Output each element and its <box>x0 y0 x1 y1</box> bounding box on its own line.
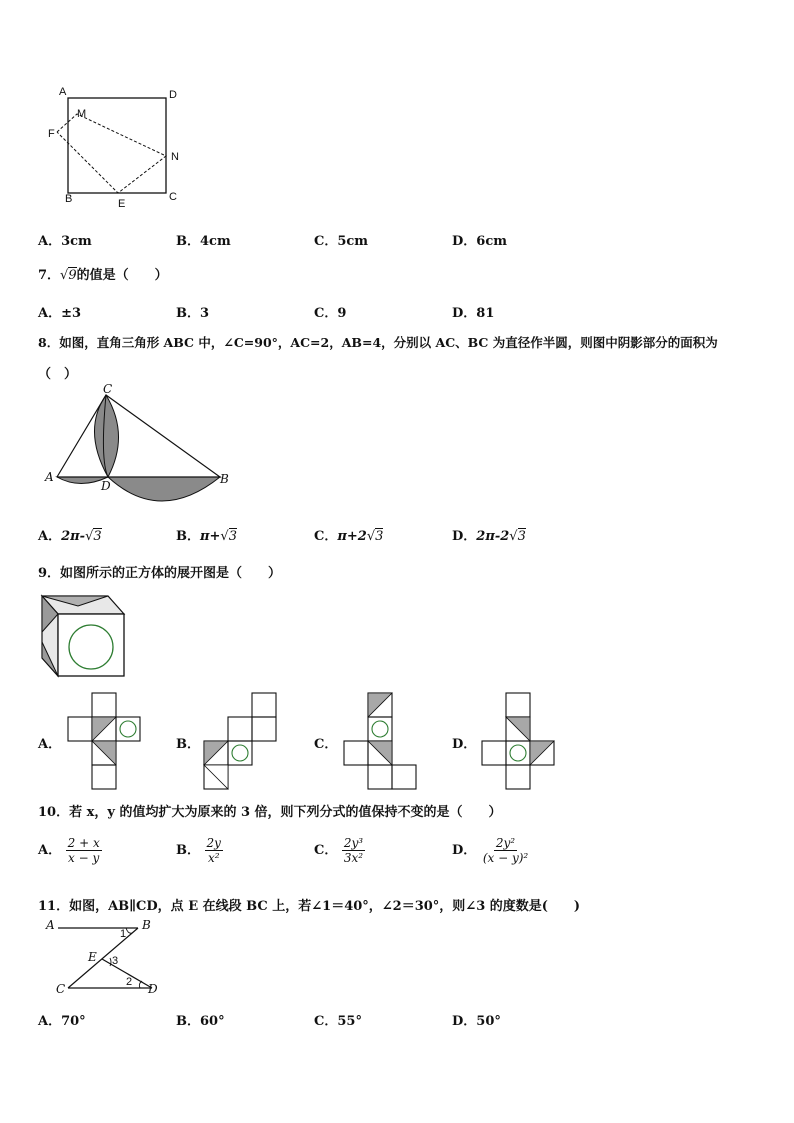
q10-option-c-den: 3x² <box>343 851 364 865</box>
q9-option-d-label[interactable]: D． <box>452 737 477 752</box>
q6-label-e: E <box>118 198 126 210</box>
q6-label-m: M <box>77 108 87 120</box>
q6-option-d[interactable]: D．6cm <box>452 234 507 249</box>
q10-option-a-num: 2 + x <box>67 836 100 850</box>
q8-figure <box>40 382 240 510</box>
q11-label-b: B <box>142 918 151 932</box>
q10-option-b-num: 2y <box>206 836 221 850</box>
q9-option-b-label[interactable]: B． <box>176 737 200 752</box>
q10-option-c-letter: C． <box>314 843 338 858</box>
q7-radicand: 9 <box>68 268 77 283</box>
q9-option-a-diagram <box>66 691 142 791</box>
q10-option-a-letter: A． <box>38 843 62 858</box>
q8-option-b-sqrt-symbol: √ <box>220 529 229 544</box>
q8-option-d-radicand: 3 <box>517 529 526 544</box>
q10-option-a[interactable] <box>38 836 102 865</box>
q9-cube-figure <box>38 592 128 682</box>
q10-option-c[interactable] <box>314 836 365 865</box>
q6-label-f: F <box>48 128 55 140</box>
q11-angle-2: 2 <box>126 976 133 988</box>
q11-label-a: A <box>46 918 55 932</box>
q10-option-a-fraction <box>66 836 102 865</box>
q8-option-a-term: 2π- <box>61 529 86 544</box>
q8-option-b-term: π+ <box>200 529 221 544</box>
q7-option-c[interactable]: C．9 <box>314 306 347 321</box>
q9-option-c-diagram <box>342 691 418 791</box>
q6-label-a: A <box>59 86 67 98</box>
q8-label-a: A <box>45 470 54 484</box>
q11-angle-1: 1 <box>120 928 127 940</box>
q11-figure <box>40 918 170 998</box>
q9-option-d-net[interactable] <box>480 691 556 795</box>
q10-option-c-fraction <box>342 836 365 865</box>
q10-option-a-den: x − y <box>68 851 100 865</box>
q10-question: 10．若 x，y 的值均扩大为原来的 3 倍，则下列分式的值保持不变的是（ ） <box>38 805 502 820</box>
q6-figure <box>40 85 190 215</box>
q8-option-d-sqrt-symbol: √ <box>509 529 518 544</box>
q8-option-d[interactable] <box>452 525 526 544</box>
q11-label-e: E <box>88 950 97 964</box>
q9-option-b-diagram <box>202 691 278 791</box>
q6-option-c[interactable]: C．5cm <box>314 234 369 249</box>
q7-question <box>38 264 168 283</box>
q10-option-b-letter: B． <box>176 843 200 858</box>
q8-option-c-radicand: 3 <box>375 529 384 544</box>
q11-option-b[interactable]: B．60° <box>176 1014 225 1029</box>
q8-option-b-letter: B． <box>176 529 200 544</box>
q8-option-c[interactable] <box>314 525 383 544</box>
q10-option-d[interactable] <box>452 836 530 865</box>
q6-label-b: B <box>65 193 73 205</box>
q10-option-d-num: 2y² <box>495 836 516 850</box>
q9-option-c-net[interactable] <box>342 691 418 795</box>
q9-question: 9．如图所示的正方体的展开图是（ ） <box>38 566 282 581</box>
q8-option-d-letter: D． <box>452 529 477 544</box>
q7-number: 7． <box>38 268 61 283</box>
q10-option-c-num: 2y³ <box>343 836 364 850</box>
q7-sqrt-symbol: √ <box>60 268 69 283</box>
q6-diagram <box>40 85 190 215</box>
q8-option-a[interactable] <box>38 525 102 544</box>
q10-option-d-fraction <box>481 836 530 865</box>
q8-option-c-letter: C． <box>314 529 338 544</box>
q8-question: 8．如图，直角三角形 ABC 中，∠C=90°，AC=2，AB=4，分别以 AC、BC 为直径作半圆，则图中阴影部分的面积为 <box>38 335 718 350</box>
q8-option-a-sqrt-symbol: √ <box>85 529 94 544</box>
q8-question-cont: （ ） <box>38 367 78 382</box>
q8-option-d-term: 2π-2 <box>476 529 510 544</box>
q8-label-b: B <box>220 472 229 486</box>
q11-option-c[interactable]: C．55° <box>314 1014 362 1029</box>
q7-stem-suffix: 的值是（ ） <box>76 268 168 283</box>
q6-label-d: D <box>169 89 177 101</box>
q8-option-b[interactable] <box>176 525 237 544</box>
q11-option-d[interactable]: D．50° <box>452 1014 501 1029</box>
q10-option-d-letter: D． <box>452 843 477 858</box>
q7-option-d[interactable]: D．81 <box>452 306 495 321</box>
q8-label-d: D <box>101 479 111 493</box>
q10-option-b[interactable] <box>176 836 223 865</box>
q10-option-b-den: x² <box>207 851 220 865</box>
q8-label-c: C <box>103 382 113 396</box>
q8-option-a-letter: A． <box>38 529 62 544</box>
q9-option-b-net[interactable] <box>202 691 278 795</box>
q11-option-a[interactable]: A．70° <box>38 1014 86 1029</box>
q7-option-b[interactable]: B．3 <box>176 306 210 321</box>
q9-option-a-label[interactable]: A． <box>38 737 62 752</box>
q6-option-b[interactable]: B．4cm <box>176 234 231 249</box>
q8-option-c-term: π+2 <box>337 529 367 544</box>
q7-option-a[interactable]: A．±3 <box>38 306 82 321</box>
q11-question: 11．如图，AB∥CD，点 E 在线段 BC 上，若∠1＝40°，∠2＝30°，则∠3 的度数是( ) <box>38 899 581 914</box>
q6-label-c: C <box>169 191 177 203</box>
q11-label-d: D <box>148 982 158 996</box>
q8-option-a-radicand: 3 <box>93 529 102 544</box>
q11-label-c: C <box>56 982 66 996</box>
q9-cube-diagram <box>38 592 128 682</box>
q9-option-d-diagram <box>480 691 556 791</box>
q10-option-b-fraction <box>205 836 223 865</box>
q9-option-c-label[interactable]: C． <box>314 737 338 752</box>
q11-angle-3: 3 <box>112 955 119 967</box>
q8-option-c-sqrt-symbol: √ <box>366 529 376 544</box>
q8-option-b-radicand: 3 <box>228 529 237 544</box>
q6-label-n: N <box>171 151 179 163</box>
q10-option-d-den: (x − y)² <box>482 851 529 865</box>
q8-diagram <box>40 390 240 510</box>
q6-option-a[interactable]: A．3cm <box>38 234 92 249</box>
q9-option-a-net[interactable] <box>66 691 142 795</box>
